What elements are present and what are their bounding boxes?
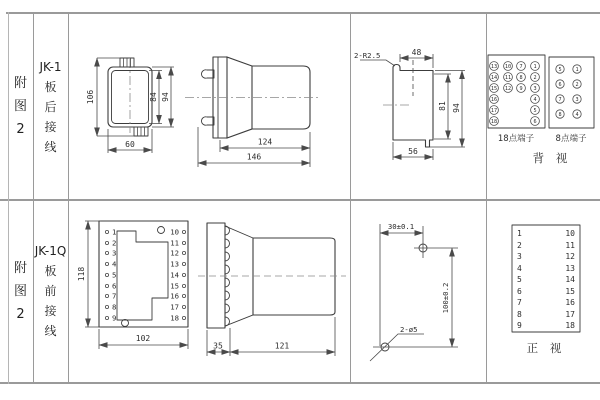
terminal-number: 3 bbox=[112, 248, 117, 258]
dimension-100 bbox=[441, 248, 452, 347]
dim-value: 121 bbox=[274, 341, 290, 351]
terminal-number: 2 bbox=[575, 82, 579, 88]
terminal-number: 16 bbox=[565, 298, 575, 307]
terminal-number: 15 bbox=[490, 86, 498, 92]
terminal-number: 8 bbox=[517, 310, 522, 319]
terminal-number: 12 bbox=[170, 248, 179, 258]
terminal-number: 10 bbox=[170, 227, 179, 237]
case-front-view bbox=[108, 58, 152, 136]
terminal-number: 8 bbox=[112, 302, 117, 312]
rear-view-label: 背 视 bbox=[532, 151, 572, 165]
jk1-front-and-side-view bbox=[68, 12, 350, 199]
terminal-number: 6 bbox=[533, 119, 537, 125]
wiring-char: 前 bbox=[44, 284, 57, 298]
case-side-view bbox=[185, 57, 320, 138]
model-name: JK-1 bbox=[39, 59, 62, 74]
terminal-number: 17 bbox=[490, 108, 498, 114]
dimension-124 bbox=[220, 132, 310, 152]
dim-value: 124 bbox=[257, 137, 273, 147]
terminal-number: 8 bbox=[558, 112, 562, 118]
terminal-number: 11 bbox=[170, 238, 179, 248]
terminal-number: 8 bbox=[519, 75, 523, 81]
socket-front-view bbox=[99, 221, 188, 327]
terminal-number: 1 bbox=[112, 227, 117, 237]
terminal-number: 5 bbox=[558, 67, 562, 73]
jk1q-drilling-plan bbox=[350, 200, 486, 383]
wiring-char: 线 bbox=[44, 139, 57, 154]
wiring-char: 接 bbox=[44, 119, 57, 134]
dim-value: 106 bbox=[86, 89, 95, 105]
terminal-number: 7 bbox=[112, 291, 117, 301]
socket-side-view bbox=[198, 223, 346, 328]
terminal-number: 4 bbox=[533, 97, 537, 103]
dimension-102 bbox=[99, 329, 188, 349]
terminal-number: 5 bbox=[533, 108, 537, 114]
front-view-label: 正 视 bbox=[526, 341, 566, 355]
terminal-number: 6 bbox=[558, 82, 562, 88]
terminal-number: 13 bbox=[170, 259, 179, 269]
terminal-number: 9 bbox=[517, 321, 522, 330]
terminal-number: 4 bbox=[517, 264, 522, 273]
terminal-number: 2 bbox=[533, 75, 537, 81]
dimension-48 bbox=[400, 48, 433, 68]
dimension-106 bbox=[86, 58, 134, 136]
terminal-number: 11 bbox=[565, 241, 575, 250]
row1-figure-label bbox=[8, 14, 33, 199]
terminal-number: 17 bbox=[170, 302, 179, 312]
row2-figure-label bbox=[8, 201, 33, 381]
terminal-number: 5 bbox=[517, 275, 522, 284]
fig-char: 附 bbox=[13, 76, 27, 91]
dim-value: 35 bbox=[213, 341, 223, 351]
dimension-146 bbox=[198, 127, 310, 167]
terminal-number: 14 bbox=[490, 75, 498, 81]
mounting-hole bbox=[158, 227, 165, 234]
dimension-35 bbox=[207, 328, 230, 356]
row2-model-label bbox=[33, 201, 68, 381]
terminal-number: 14 bbox=[170, 270, 179, 280]
terminal-number: 15 bbox=[565, 287, 575, 296]
cutout-outline bbox=[383, 60, 433, 147]
terminal-table bbox=[512, 225, 580, 332]
terminal-number: 3 bbox=[517, 252, 522, 261]
terminal-number: 2 bbox=[517, 241, 522, 250]
terminal-number: 18 bbox=[490, 119, 498, 125]
dim-value: 100±0.2 bbox=[441, 282, 450, 314]
dim-value: 146 bbox=[246, 152, 262, 162]
terminal-number: 3 bbox=[575, 97, 579, 103]
dim-value: 118 bbox=[77, 266, 86, 282]
dimension-94b bbox=[430, 71, 465, 148]
dimension-56 bbox=[393, 142, 433, 160]
terminal-number: 1 bbox=[517, 229, 522, 238]
dimension-30 bbox=[380, 222, 423, 233]
terminal-number: 17 bbox=[565, 310, 575, 319]
terminal-number: 13 bbox=[565, 264, 575, 273]
bottom-hole bbox=[370, 325, 458, 361]
terminal-number: 9 bbox=[112, 313, 117, 323]
dim-value: 84 bbox=[149, 92, 158, 102]
wiring-char: 接 bbox=[44, 304, 57, 318]
terminal-number: 2 bbox=[112, 238, 117, 248]
terminal-number: 6 bbox=[112, 281, 117, 291]
dim-value: 102 bbox=[135, 334, 151, 343]
dim-value: 48 bbox=[411, 48, 422, 57]
model-name: JK-1Q bbox=[34, 244, 67, 258]
terminal-number: 5 bbox=[112, 270, 117, 280]
dim-value: 81 bbox=[438, 101, 447, 111]
dim-value: 60 bbox=[125, 140, 135, 149]
terminal-number: 1 bbox=[533, 64, 537, 70]
terminal-number: 1 bbox=[575, 67, 579, 73]
wiring-char: 后 bbox=[44, 99, 57, 114]
radius-callout bbox=[354, 51, 395, 66]
jk1-terminal-rear-view bbox=[486, 12, 600, 199]
dimension-121 bbox=[230, 317, 335, 356]
fig-char: 图 bbox=[13, 99, 27, 114]
wiring-char: 线 bbox=[44, 324, 57, 338]
jk1-panel-cutout-view bbox=[350, 12, 486, 199]
fig-char: 图 bbox=[13, 283, 27, 299]
terminal-number: 7 bbox=[558, 97, 562, 103]
wiring-char: 板 bbox=[44, 79, 57, 94]
dim-value: 30±0.1 bbox=[387, 222, 415, 231]
terminal-number: 12 bbox=[565, 252, 575, 261]
dim-value: 94 bbox=[452, 103, 461, 113]
top-hole bbox=[414, 226, 458, 258]
terminal-number: 18 bbox=[565, 321, 575, 330]
terminal-number: 9 bbox=[519, 86, 523, 92]
terminal-number: 3 bbox=[533, 86, 537, 92]
mounting-hole bbox=[122, 320, 129, 327]
terminal-number: 16 bbox=[490, 97, 498, 103]
terminal-number: 7 bbox=[517, 298, 522, 307]
terminal-number: 7 bbox=[519, 64, 523, 70]
terminal-number: 4 bbox=[112, 259, 117, 269]
terminal-number: 18 bbox=[170, 313, 179, 323]
radius-note: 2-R2.5 bbox=[354, 51, 381, 60]
terminal-number: 12 bbox=[504, 86, 512, 92]
terminal-number: 10 bbox=[504, 64, 512, 70]
terminal-block-8-label: 8点端子 bbox=[555, 134, 587, 144]
fig-char: 2 bbox=[16, 122, 25, 137]
terminal-number: 15 bbox=[170, 281, 179, 291]
terminal-number: 11 bbox=[504, 75, 512, 81]
hole-note: 2-ø5 bbox=[400, 325, 418, 334]
terminal-number: 10 bbox=[565, 229, 575, 238]
dim-value: 56 bbox=[408, 147, 418, 156]
terminal-block-8 bbox=[549, 57, 594, 144]
row1-model-label bbox=[33, 14, 68, 199]
fig-char: 2 bbox=[16, 306, 25, 322]
terminal-block-18-label: 18点端子 bbox=[497, 134, 535, 144]
terminal-number: 4 bbox=[575, 112, 579, 118]
jk1q-terminal-front-view bbox=[486, 200, 600, 383]
dimension-81 bbox=[434, 74, 451, 139]
terminal-number: 13 bbox=[490, 64, 498, 70]
jk1q-front-and-side-view bbox=[68, 200, 350, 383]
dimension-118 bbox=[77, 221, 101, 327]
wiring-char: 板 bbox=[44, 264, 57, 278]
terminal-number: 14 bbox=[565, 275, 575, 284]
terminal-number: 16 bbox=[170, 291, 179, 301]
terminal-number: 6 bbox=[517, 287, 522, 296]
dim-value: 94 bbox=[161, 92, 170, 102]
fig-char: 附 bbox=[13, 260, 27, 276]
terminal-block-18 bbox=[488, 55, 545, 144]
